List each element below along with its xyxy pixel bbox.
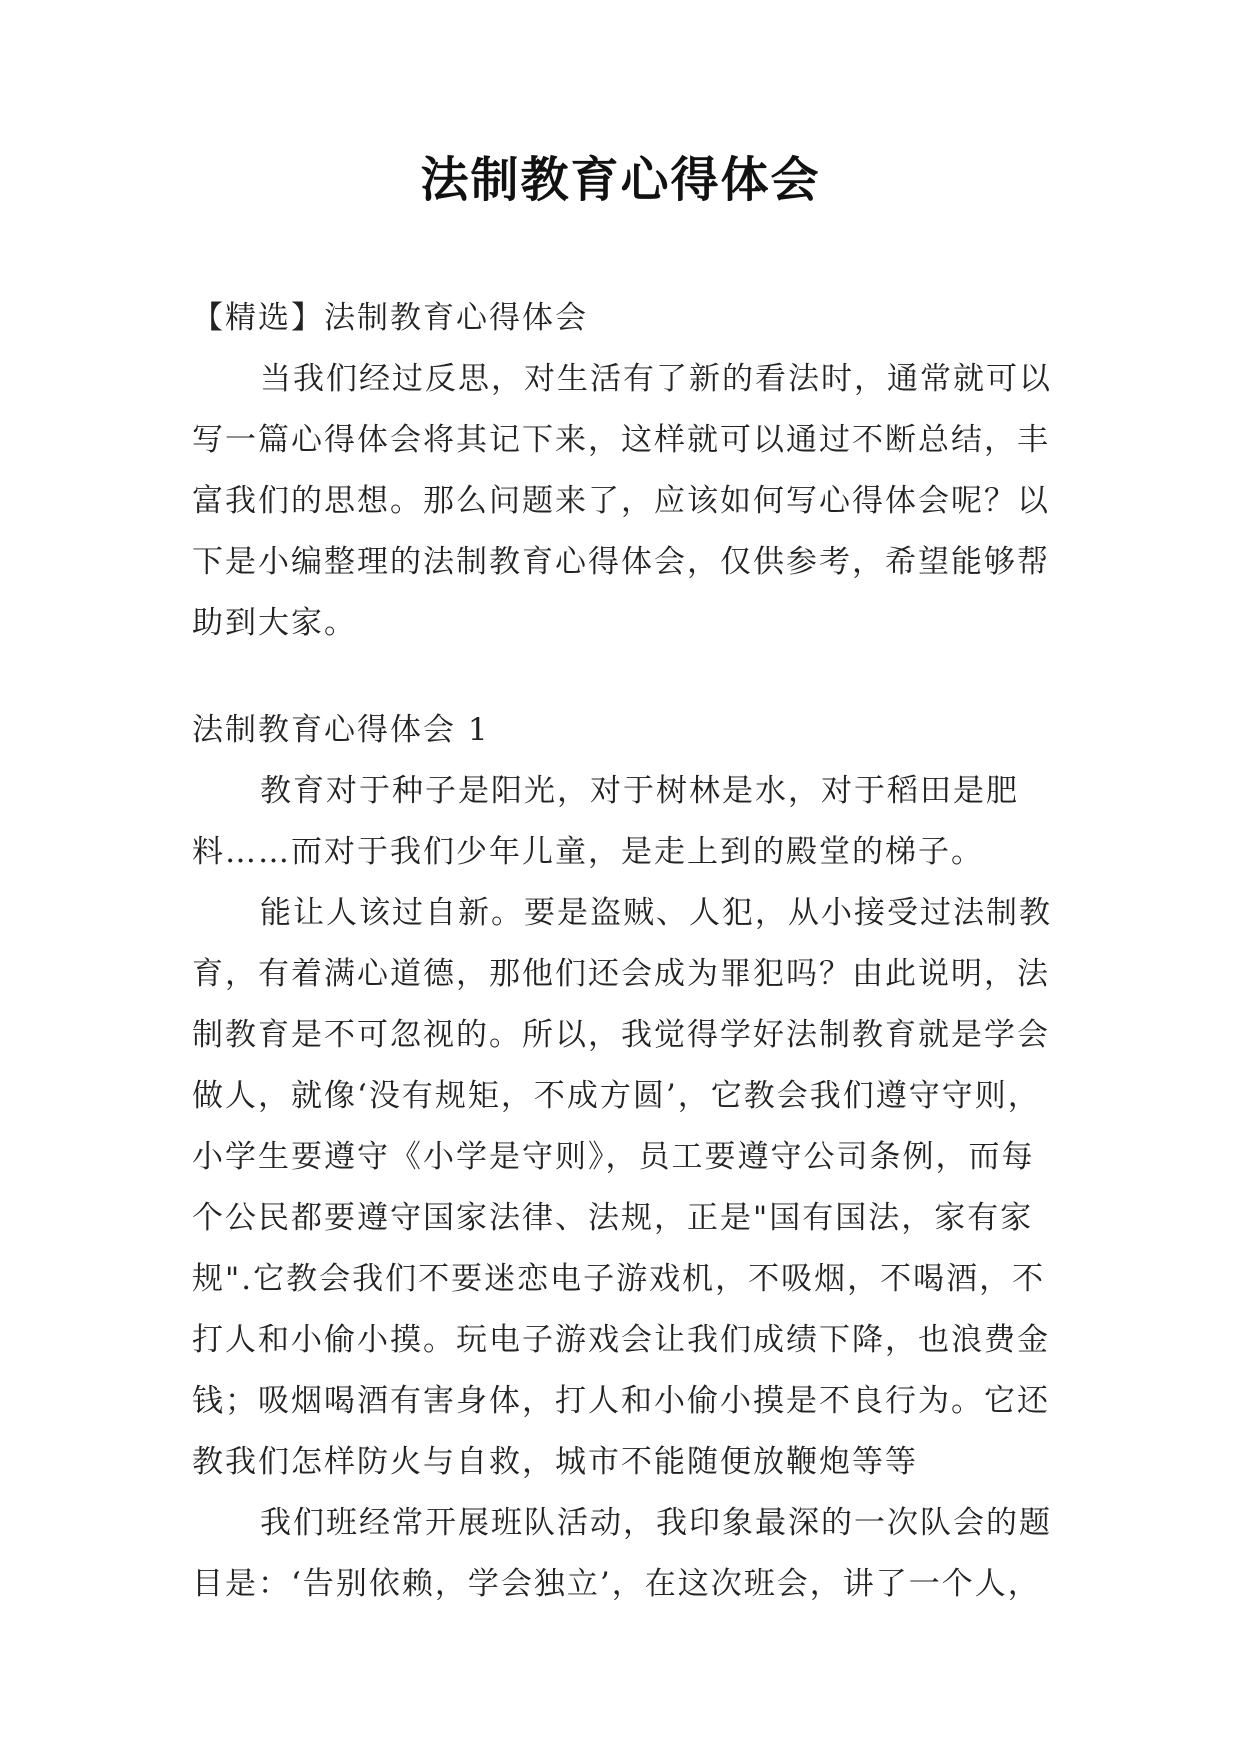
paragraph-line: 教育对于种子是阳光，对于树林是水，对于稻田是肥 [260,773,1019,809]
section-heading-text: 法制教育心得体会 1 [192,712,490,748]
paragraph-line: 规".它教会我们不要迷恋电子游戏机，不吸烟，不喝酒，不 [192,1261,1046,1297]
paragraph-line: 教我们怎样防火与自救，城市不能随便放鞭炮等等 [192,1444,918,1480]
paragraph-line: 小学生要遵守《小学是守则》，员工要遵守公司条例，而每 [192,1139,1035,1175]
paragraph-line: 钱；吸烟喝酒有害身体，打人和小偷小摸是不良行为。它还 [192,1383,1050,1419]
intro-line: 助到大家。 [192,605,357,641]
paragraph-2 [192,883,1060,1493]
paragraph-line: 做人，就像‘没有规矩，不成方圆’，它教会我们遵守守则， [192,1078,1041,1114]
paragraph-line: 能让人该过自新。要是盗贼、人犯，从小接受过法制教 [260,895,1052,931]
intro-paragraph [192,349,1060,654]
paragraph-1 [192,761,1060,883]
intro-block [192,288,1060,654]
section-heading [192,700,1060,761]
paragraph-3 [192,1493,1060,1615]
intro-line: 富我们的思想。那么问题来了，应该如何写心得体会呢？以 [192,483,1050,519]
paragraph-line: 个公民都要遵守国家法律、法规，正是"国有国法，家有家 [192,1200,1034,1236]
intro-line: 写一篇心得体会将其记下来，这样就可以通过不断总结，丰 [192,422,1050,458]
intro-line: 当我们经过反思，对生活有了新的看法时，通常就可以 [260,361,1052,397]
paragraph-line: 制教育是不可忽视的。所以，我觉得学好法制教育就是学会 [192,1017,1050,1053]
intro-line: 下是小编整理的法制教育心得体会，仅供参考，希望能够帮 [192,544,1050,580]
paragraph-line: 料……而对于我们少年儿童，是走上到的殿堂的梯子。 [192,834,984,870]
document-title: 法制教育心得体会 [420,152,821,208]
paragraph-line: 打人和小偷小摸。玩电子游戏会让我们成绩下降，也浪费金 [192,1322,1050,1358]
paragraph-line: 育，有着满心道德，那他们还会成为罪犯吗？由此说明，法 [192,956,1050,992]
subtitle [192,288,1060,349]
subtitle-text: 【精选】法制教育心得体会 [192,300,588,336]
paragraph-line: 我们班经常开展班队活动，我印象最深的一次队会的题 [260,1505,1052,1541]
paragraph-line: 目是：‘告别依赖，学会独立’，在这次班会，讲了一个人， [192,1566,1041,1602]
section-block [192,700,1060,1615]
